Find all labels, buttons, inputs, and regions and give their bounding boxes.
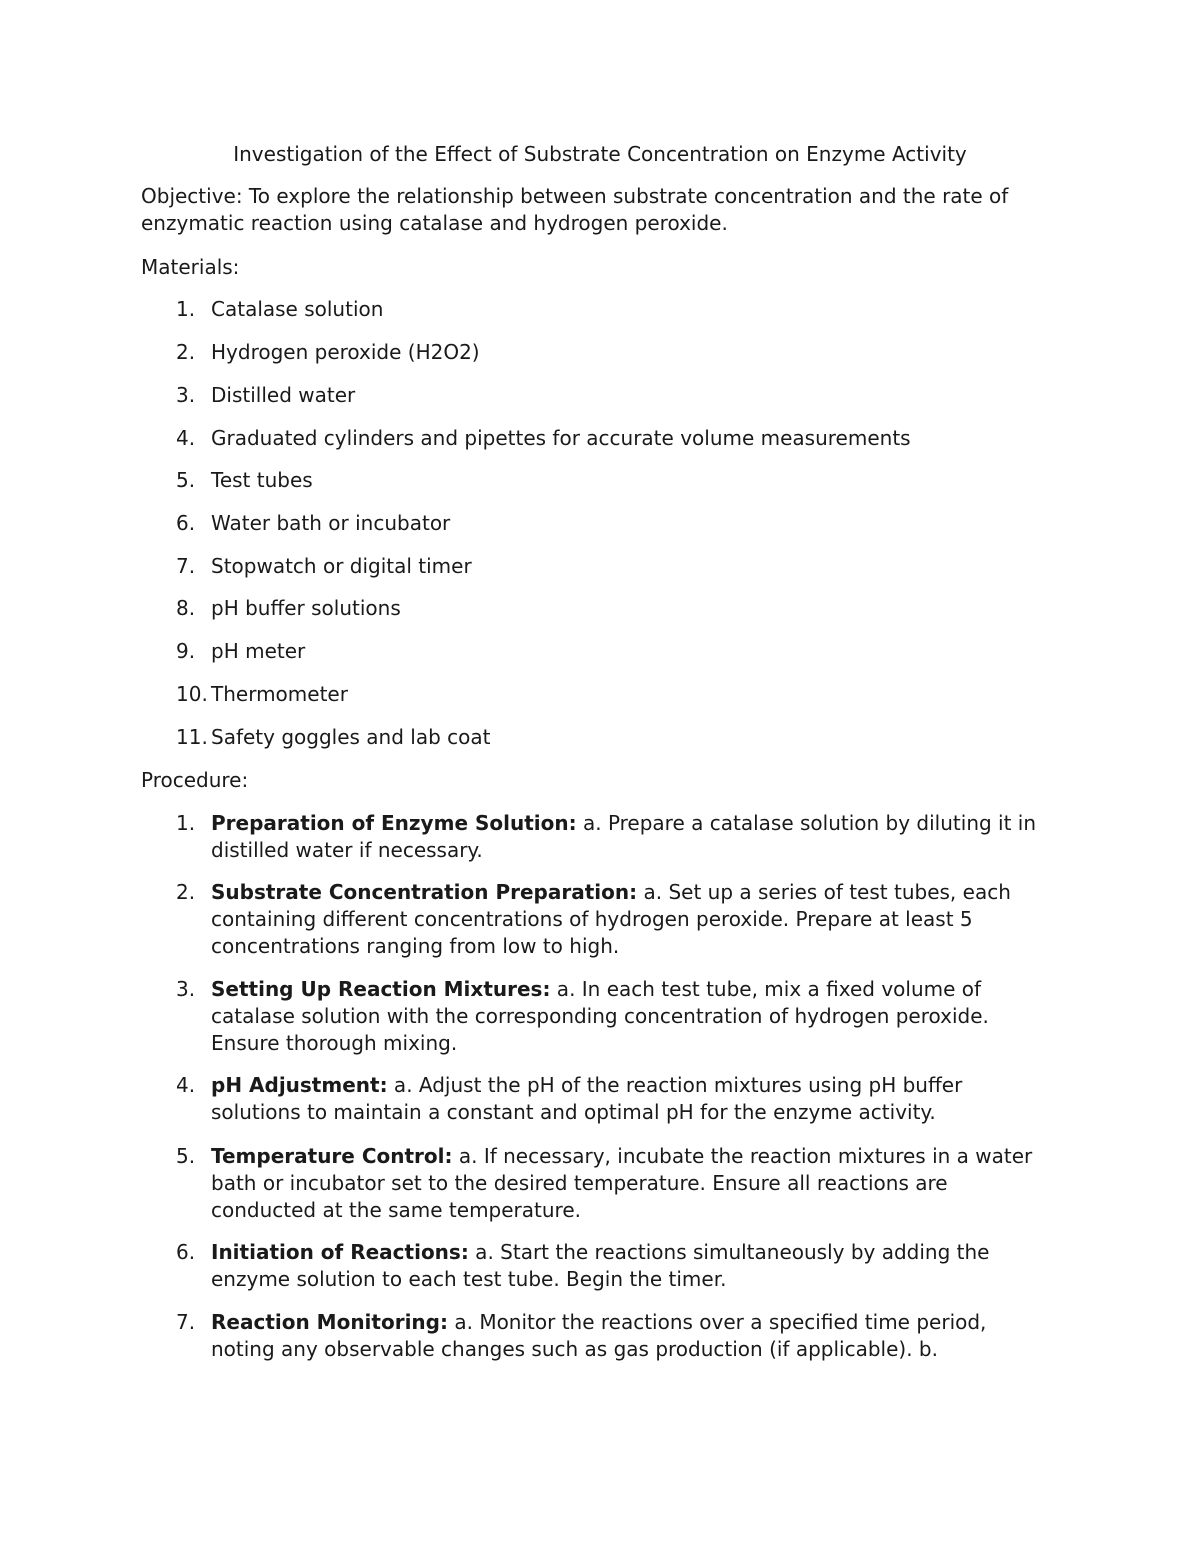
step-heading: Temperature Control: bbox=[211, 1144, 453, 1168]
list-number: 11. bbox=[176, 725, 208, 749]
list-item bbox=[176, 339, 480, 366]
step-heading: Reaction Monitoring: bbox=[211, 1310, 448, 1334]
list-number: 2. bbox=[176, 340, 196, 364]
step-number: 2. bbox=[176, 880, 196, 904]
procedure-step bbox=[176, 976, 1056, 1057]
step-number: 6. bbox=[176, 1240, 196, 1264]
step-text: a. If necessary, incubate the reaction mixtures in a water bath or incubator set to the desired temperature. Ensure all reactions are conducted at the same temperature. bbox=[211, 1144, 1033, 1222]
list-item bbox=[176, 510, 450, 537]
list-number: 3. bbox=[176, 383, 196, 407]
list-item bbox=[176, 382, 355, 409]
list-item bbox=[176, 681, 348, 708]
list-item-text: Thermometer bbox=[211, 682, 348, 706]
list-number: 10. bbox=[176, 682, 208, 706]
list-item-text: Test tubes bbox=[211, 468, 313, 492]
document-title: Investigation of the Effect of Substrate Concentration on Enzyme Activity bbox=[233, 142, 967, 166]
step-text: a. Adjust the pH of the reaction mixtures using pH buffer solutions to maintain a constant and optimal pH for the enzyme activity. bbox=[211, 1073, 963, 1124]
step-text: a. In each test tube, mix a fixed volume of catalase solution with the corresponding concentration of hydrogen peroxide. Ensure thorough mixing. bbox=[211, 977, 989, 1055]
list-item-text: Water bath or incubator bbox=[211, 511, 451, 535]
list-number: 1. bbox=[176, 297, 196, 321]
procedure-step bbox=[176, 879, 1056, 960]
step-number: 3. bbox=[176, 977, 196, 1001]
step-number: 4. bbox=[176, 1073, 196, 1097]
step-text: a. Start the reactions simultaneously by adding the enzyme solution to each test tube. Begin the timer. bbox=[211, 1240, 990, 1291]
list-number: 6. bbox=[176, 511, 196, 535]
step-text: a. Monitor the reactions over a specified time period, noting any observable changes such as gas production (if applicable). b. bbox=[211, 1310, 987, 1361]
procedure-step bbox=[176, 1239, 1056, 1293]
list-item bbox=[176, 425, 911, 452]
list-item bbox=[176, 724, 490, 751]
procedure-step bbox=[176, 1309, 1056, 1363]
list-item-text: Stopwatch or digital timer bbox=[211, 554, 472, 578]
list-item bbox=[176, 595, 401, 622]
step-text: a. Set up a series of test tubes, each containing different concentrations of hydrogen peroxide. Prepare at least 5 concentrations ranging from low to high. bbox=[211, 880, 1011, 958]
step-heading: Initiation of Reactions: bbox=[211, 1240, 469, 1264]
procedure-step bbox=[176, 810, 1056, 864]
step-heading: Substrate Concentration Preparation: bbox=[211, 880, 638, 904]
list-item-text: Catalase solution bbox=[211, 297, 384, 321]
list-item-text: Distilled water bbox=[211, 383, 356, 407]
list-item-text: pH buffer solutions bbox=[211, 596, 401, 620]
step-number: 7. bbox=[176, 1310, 196, 1334]
list-item-text: Hydrogen peroxide (H2O2) bbox=[211, 340, 480, 364]
list-item-text: pH meter bbox=[211, 639, 306, 663]
list-number: 5. bbox=[176, 468, 196, 492]
step-heading: pH Adjustment: bbox=[211, 1073, 388, 1097]
step-text: a. Prepare a catalase solution by diluting it in distilled water if necessary. bbox=[211, 811, 1037, 862]
list-item bbox=[176, 553, 472, 580]
list-item bbox=[176, 296, 383, 323]
procedure-step bbox=[176, 1072, 1056, 1126]
list-number: 7. bbox=[176, 554, 196, 578]
list-item bbox=[176, 638, 305, 665]
step-heading: Preparation of Enzyme Solution: bbox=[211, 811, 577, 835]
procedure-step bbox=[176, 1143, 1056, 1224]
materials-heading: Materials: bbox=[141, 255, 240, 279]
step-heading: Setting Up Reaction Mixtures: bbox=[211, 977, 551, 1001]
objective-paragraph: Objective: To explore the relationship between substrate concentration and the rate of enzymatic reaction using catalase and hydrogen peroxide. bbox=[141, 184, 1009, 235]
list-item-text: Safety goggles and lab coat bbox=[211, 725, 491, 749]
list-item-text: Graduated cylinders and pipettes for accurate volume measurements bbox=[211, 426, 911, 450]
step-number: 1. bbox=[176, 811, 196, 835]
procedure-heading: Procedure: bbox=[141, 768, 249, 792]
list-item bbox=[176, 467, 313, 494]
list-number: 8. bbox=[176, 596, 196, 620]
list-number: 4. bbox=[176, 426, 196, 450]
list-number: 9. bbox=[176, 639, 196, 663]
step-number: 5. bbox=[176, 1144, 196, 1168]
